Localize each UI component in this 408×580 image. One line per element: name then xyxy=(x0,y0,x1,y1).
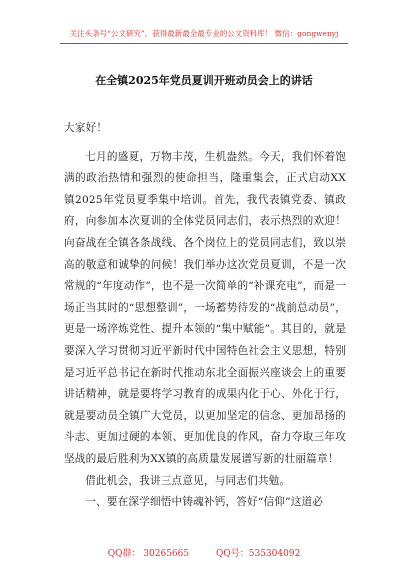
header-divider xyxy=(60,43,348,44)
document-title: 在全镇2025年党员夏训开班动员会上的讲话 xyxy=(95,74,313,87)
footer-qq-group: QQ群： 30265665 xyxy=(107,549,190,559)
paragraph-transition: 借此机会，我讲三点意见，与同志们共勉。 xyxy=(85,474,291,487)
header-banner: 关注头条号“公文研究”，获得最新最全最专业的公文资料库！ 微信：gongwenyj xyxy=(69,29,339,38)
greeting: 大家好！ xyxy=(64,122,108,134)
paragraph-intro: 七月的盛夏，万物丰茂，生机盎然。今天，我们怀着饱满的政治热情和强烈的使命担当，隆重集会，正式启动XX镇2025年党员夏季集中培训。首先，我代表镇党委、镇政府，向参加本次夏训的全体党员同志们，表示热烈的欢迎！向奋战在全镇各条战线、各个岗位上的党员同志们，致以崇高的敬意和诚挚的问候！我们举办这次党员夏训，不是一次常规的“年度动作”，也不是一次简单的“补课充电”，而是一场正当其时的“思想整训”，一场蓄势待发的“战前总动员”，更是一场淬炼党性、提升本领的“集中赋能”。其目的，就是要深入学习贯彻习近平新时代中国特色社会主义思想，特别是习近平总书记在新时代推动东北全面振兴座谈会上的重要讲话精神，就是要将学习教育的成果内化于心、外化于行，就是要动员全镇广大党员，以更加坚定的信念、更加昂扬的斗志、更加过硬的本领、更加优良的作风，奋力夺取三年攻坚战的最后胜利为XX镇的高质量发展谱写新的壮丽篇章！ xyxy=(64,150,346,465)
footer xyxy=(0,546,408,559)
document-body xyxy=(64,118,346,514)
footer-qq-number: QQ号：535304092 xyxy=(216,549,301,559)
paragraph-section-one: 一、要在深学细悟中铸魂补钙，答好“信仰”这道必 xyxy=(85,496,324,509)
